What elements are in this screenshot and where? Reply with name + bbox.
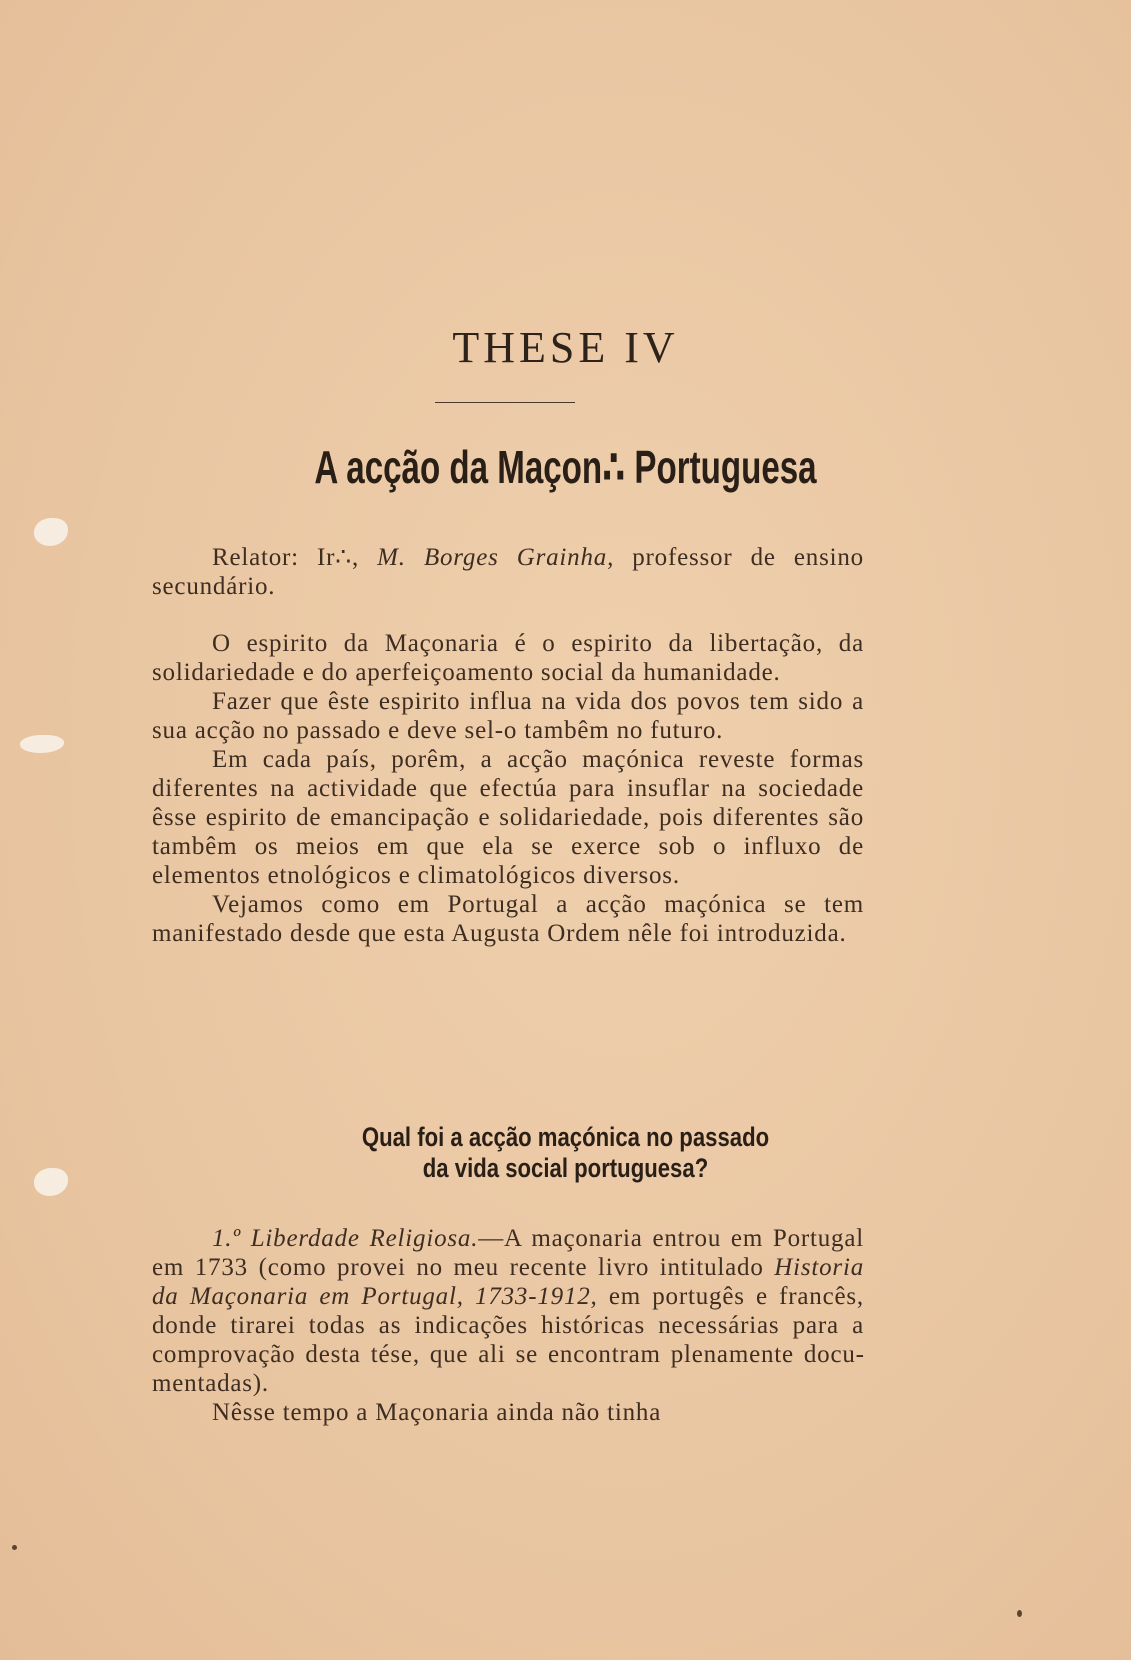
punch-hole: [34, 518, 68, 546]
section-label: 1.º Liberdade Religiosa.: [212, 1225, 479, 1252]
relator-rest: professor de ensino secundário.: [152, 544, 864, 600]
paragraph: Fazer que êste espirito influa na vida dos povos tem sido a sua acção no passado e deve sel-o tambêm no futuro.: [152, 688, 864, 744]
ink-speck: [1017, 1610, 1022, 1617]
divider: [435, 402, 575, 403]
paragraph: Em cada país, porêm, a acção maçónica reveste formas diferentes na actividade que efectúa para insuflar na sociedade êsse espirito de emancipação e solidariedade, pois diferentes são tambêm os meios em que ela se exerce sob o influxo de elementos etnológicos e climatológicos diversos.: [152, 746, 864, 889]
relator-name: M. Borges Grainha,: [377, 544, 615, 571]
paragraph: Vejamos como em Portugal a acção maçónica se tem manifestado desde que esta Augusta Ordem nêle foi introduzida.: [152, 891, 864, 947]
punch-hole: [20, 735, 64, 753]
relator-block: [152, 543, 864, 601]
section-1-text: [152, 1224, 864, 1427]
subheading-line: Qual foi a acção maçónica no passado: [361, 1122, 770, 1152]
subheading-line: da vida social portuguesa?: [422, 1153, 709, 1183]
subheading: [102, 1122, 1029, 1184]
section-heading: THESE IV: [452, 323, 679, 372]
punch-hole: [34, 1168, 68, 1196]
section-text-b: em portugês e francês, donde tirarei todas as indicações históricas necessárias para a comprovação desta tése, que ali se encontram plenamente documentadas).: [152, 1283, 864, 1397]
ink-speck: [12, 1545, 17, 1550]
book-title: Historia da Maçonaria em Portugal, 1733-1912,: [152, 1254, 864, 1310]
section-text-a: —A maçonaria entrou em Portugal em 1733 (como provei no meu recente livro intitulado: [152, 1225, 864, 1281]
body-text: [152, 629, 864, 948]
relator-label: Relator: Ir∴,: [212, 544, 360, 571]
paragraph: Nêsse tempo a Maçonaria ainda não tinha: [212, 1399, 662, 1426]
paragraph: O espirito da Maçonaria é o espirito da libertação, da solidariedade e do aperfeiçoamento social da humanidade.: [152, 630, 864, 686]
page-title: A acção da Maçon∴ Portuguesa: [314, 441, 817, 493]
